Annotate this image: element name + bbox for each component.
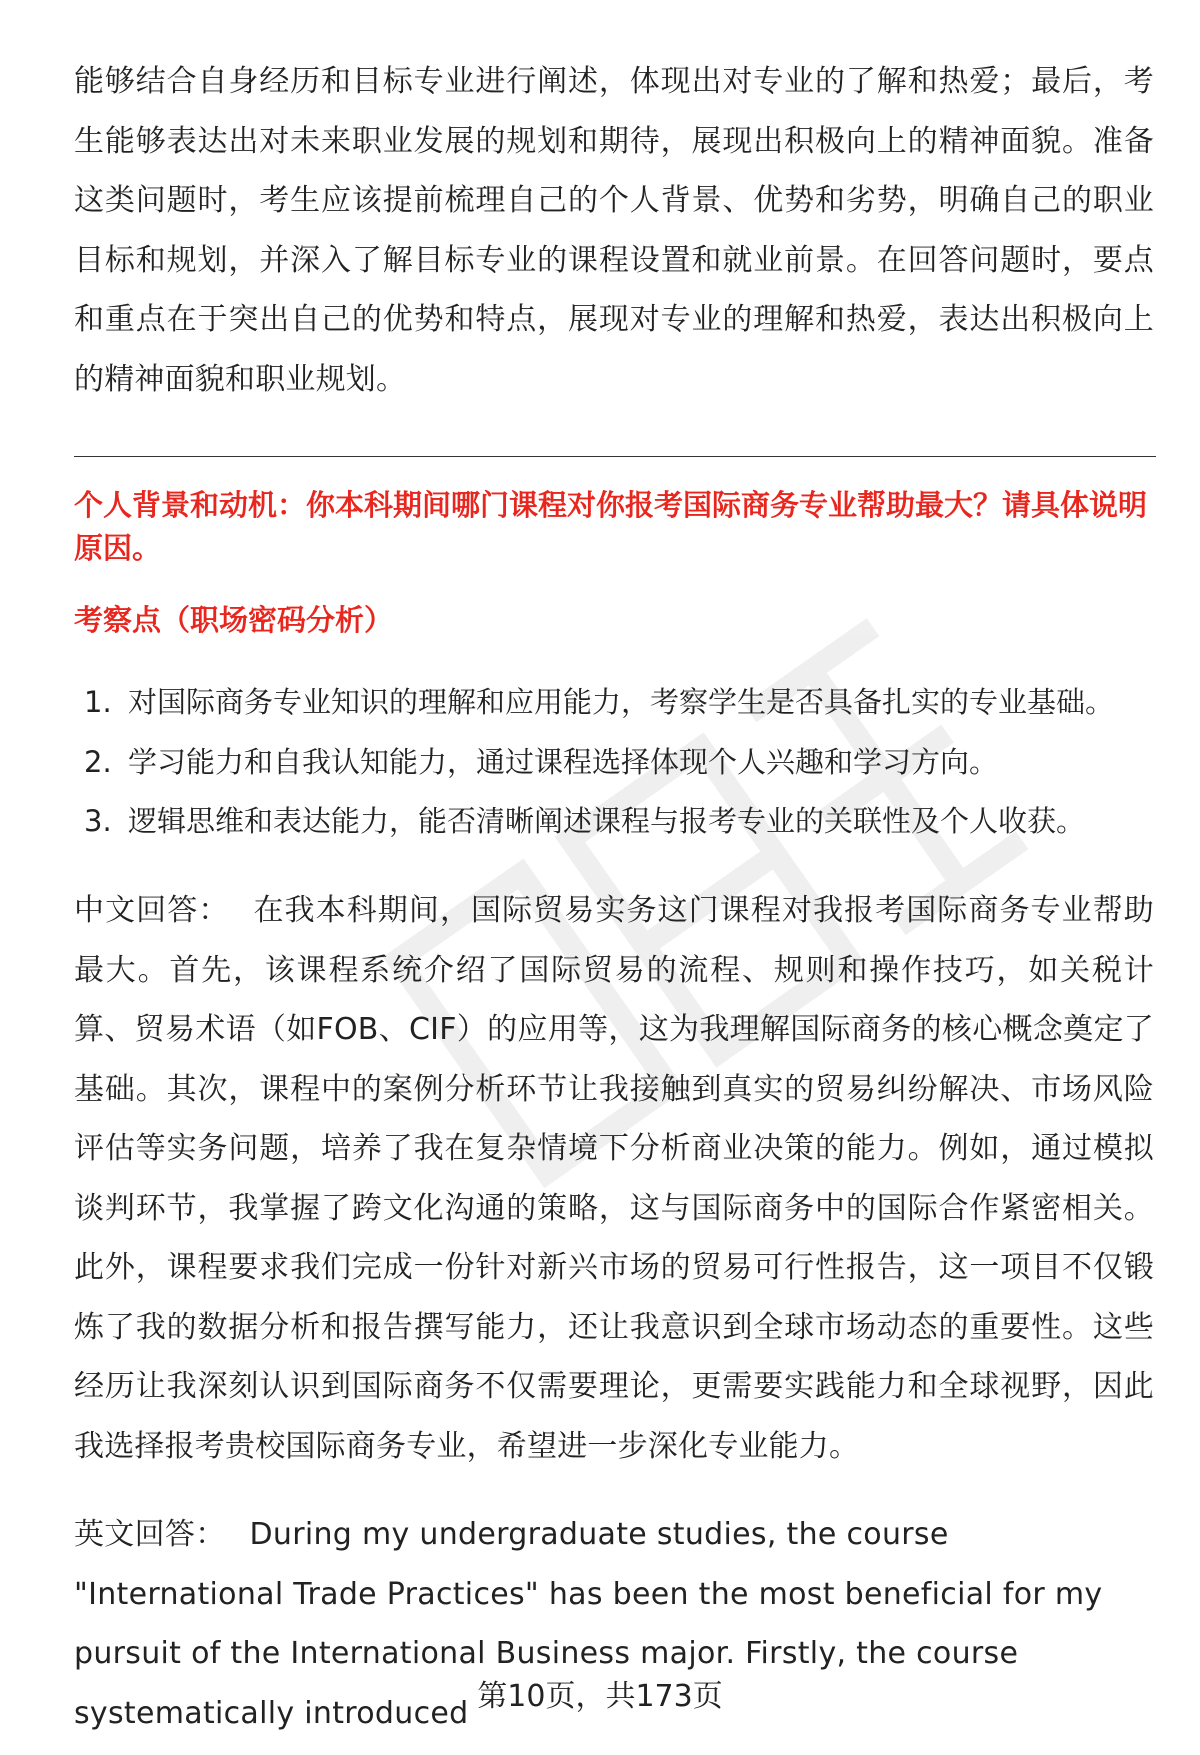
points-title: 考察点（职场密码分析）	[74, 603, 394, 637]
list-item	[84, 792, 1154, 852]
chinese-answer-section	[74, 881, 1154, 1476]
question-heading: 个人背景和动机：你本科期间哪门课程对你报考国际商务专业帮助最大？请具体说明原因。	[74, 488, 1148, 565]
list-item-text: 对国际商务专业知识的理解和应用能力，考察学生是否具备扎实的专业基础。	[128, 685, 1115, 719]
chinese-answer-label: 中文回答：	[74, 893, 230, 928]
list-item	[84, 673, 1154, 733]
chinese-answer-paragraph	[74, 881, 1154, 1476]
list-item	[84, 733, 1154, 793]
intro-paragraph: 能够结合自身经历和目标专业进行阐述，体现出对专业的了解和热爱；最后，考生能够表达出对未来职业发展的规划和期待，展现出积极向上的精神面貌。准备这类问题时，考生应该提前梳理自己的个人背景、优势和劣势，明确自己的职业目标和规划，并深入了解目标专业的课程设置和就业前景。在回答问题时，要点和重点在于突出自己的优势和特点，展现对专业的理解和热爱，表达出积极向上的精神面貌和职业规划。	[74, 64, 1154, 397]
list-item-number: 1.	[84, 685, 112, 719]
english-answer-label: 英文回答：	[74, 1517, 226, 1552]
intro-section	[74, 52, 1154, 409]
page-number-footer: 第10页，共173页	[477, 1679, 723, 1714]
list-item-number: 2.	[84, 744, 112, 779]
chinese-answer-text: 在我本科期间，国际贸易实务这门课程对我报考国际商务专业帮助最大。首先，该课程系统介绍了国际贸易的流程、规则和操作技巧，如关税计算、贸易术语（如FOB、CIF）的应用等，这为我理解国际商务的核心概念奠定了基础。其次，课程中的案例分析环节让我接触到真实的贸易纠纷解决、市场风险评估等实务问题，培养了我在复杂情境下分析商业决策的能力。例如，通过模拟谈判环节，我掌握了跨文化沟通的策略，这与国际商务中的国际合作紧密相关。此外，课程要求我们完成一份针对新兴市场的贸易可行性报告，这一项目不仅锻炼了我的数据分析和报告撰写能力，还让我意识到全球市场动态的重要性。这些经历让我深刻认识到国际商务不仅需要理论，更需要实践能力和全球视野，因此我选择报考贵校国际商务专业，希望进一步深化专业能力。	[74, 893, 1155, 1464]
list-item-text: 学习能力和自我认知能力，通过课程选择体现个人兴趣和学习方向。	[128, 744, 999, 779]
points-list	[84, 673, 1154, 852]
section-divider	[74, 456, 1156, 457]
list-item-number: 3.	[84, 804, 112, 838]
english-answer-text: During my undergraduate studies, the course "International Trade Practices" has been the most beneficial for my pursuit of the International Business major. Firstly, the course systematically introduced	[74, 1517, 1103, 1731]
list-item-text: 逻辑思维和表达能力，能否清晰阐述课程与报考专业的关联性及个人收获。	[128, 804, 1086, 838]
